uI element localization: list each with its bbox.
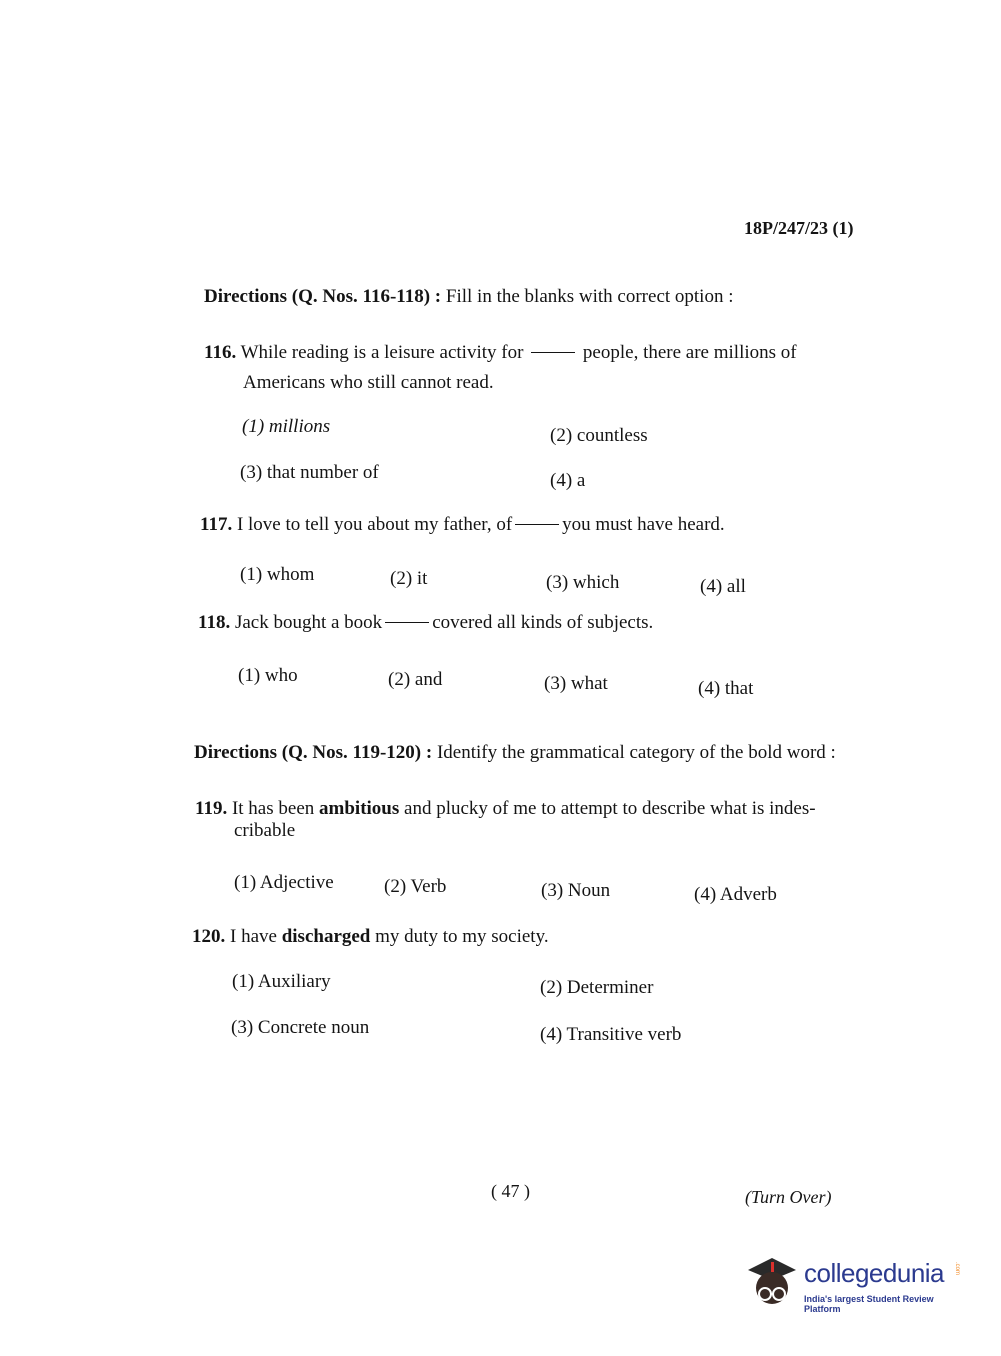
- collegedunia-logo: [742, 1252, 972, 1312]
- question-text: and plucky of me to attempt to describe what is indes-: [404, 798, 816, 819]
- question-116-line2: Americans who still cannot read.: [243, 372, 494, 393]
- question-number: 117.: [200, 514, 233, 535]
- turn-over-note: (Turn Over): [745, 1187, 832, 1207]
- question-number: 116.: [204, 342, 237, 363]
- question-119-line2: cribable: [234, 820, 296, 841]
- q116-option-3: (3) that number of: [240, 462, 379, 483]
- q116-option-1: (1) millions: [242, 416, 331, 437]
- q116-option-4: (4) a: [550, 470, 586, 491]
- q120-option-1: (1) Auxiliary: [232, 971, 331, 992]
- q118-option-1: (1) who: [238, 665, 298, 686]
- q116-option-2: (2) countless: [550, 425, 648, 446]
- blank-line: [515, 524, 559, 525]
- q120-option-2: (2) Determiner: [540, 977, 654, 998]
- directions-text: Identify the grammatical category of the bold word :: [436, 742, 836, 763]
- question-116-line1: [204, 342, 797, 364]
- q117-option-4: (4) all: [700, 576, 746, 597]
- paper-code: 18P/247/23 (1): [744, 218, 854, 238]
- q120-option-4: (4) Transitive verb: [540, 1024, 682, 1045]
- question-number: 118.: [198, 612, 231, 633]
- question-number: 119.: [195, 798, 228, 819]
- question-119-line1: [195, 798, 816, 820]
- q118-option-3: (3) what: [544, 673, 608, 694]
- logo-suffix: .com: [954, 1262, 960, 1276]
- question-text: I have: [230, 926, 277, 947]
- question-text: Jack bought a book: [234, 612, 383, 633]
- q117-option-2: (2) it: [390, 568, 428, 589]
- question-text: It has been: [231, 798, 315, 819]
- logo-tagline: India's largest Student Review Platform: [804, 1294, 934, 1314]
- q119-option-3: (3) Noun: [541, 880, 611, 901]
- question-117: [200, 514, 725, 536]
- question-text: my duty to my society.: [375, 926, 549, 947]
- blank-line: [385, 622, 429, 623]
- question-text: people, there are millions of: [582, 342, 797, 363]
- mascot-icon: [742, 1252, 802, 1312]
- directions-116-118: [204, 286, 734, 308]
- question-text: you must have heard.: [562, 514, 725, 535]
- directions-119-120: [194, 742, 836, 764]
- page-number: ( 47 ): [491, 1181, 530, 1201]
- q119-option-1: (1) Adjective: [234, 872, 334, 893]
- q118-option-2: (2) and: [388, 669, 443, 690]
- q117-option-1: (1) whom: [240, 564, 315, 585]
- question-120: [192, 926, 549, 948]
- q117-option-3: (3) which: [546, 572, 620, 593]
- question-118: [198, 612, 653, 634]
- bold-word: discharged: [281, 926, 371, 947]
- question-text: I love to tell you about my father, of: [236, 514, 513, 535]
- directions-label: Directions (Q. Nos. 119-120) :: [194, 742, 433, 763]
- logo-wordmark: collegedunia: [804, 1258, 945, 1288]
- directions-label: Directions (Q. Nos. 116-118) :: [204, 286, 442, 307]
- blank-line: [531, 352, 575, 353]
- question-text: covered all kinds of subjects.: [432, 612, 654, 633]
- question-number: 120.: [192, 926, 226, 947]
- q119-option-4: (4) Adverb: [694, 884, 777, 905]
- directions-text: Fill in the blanks with correct option :: [445, 286, 734, 307]
- question-text: While reading is a leisure activity for: [240, 342, 524, 363]
- q120-option-3: (3) Concrete noun: [231, 1017, 370, 1038]
- q119-option-2: (2) Verb: [384, 876, 447, 897]
- q118-option-4: (4) that: [698, 678, 754, 699]
- bold-word: ambitious: [319, 798, 400, 819]
